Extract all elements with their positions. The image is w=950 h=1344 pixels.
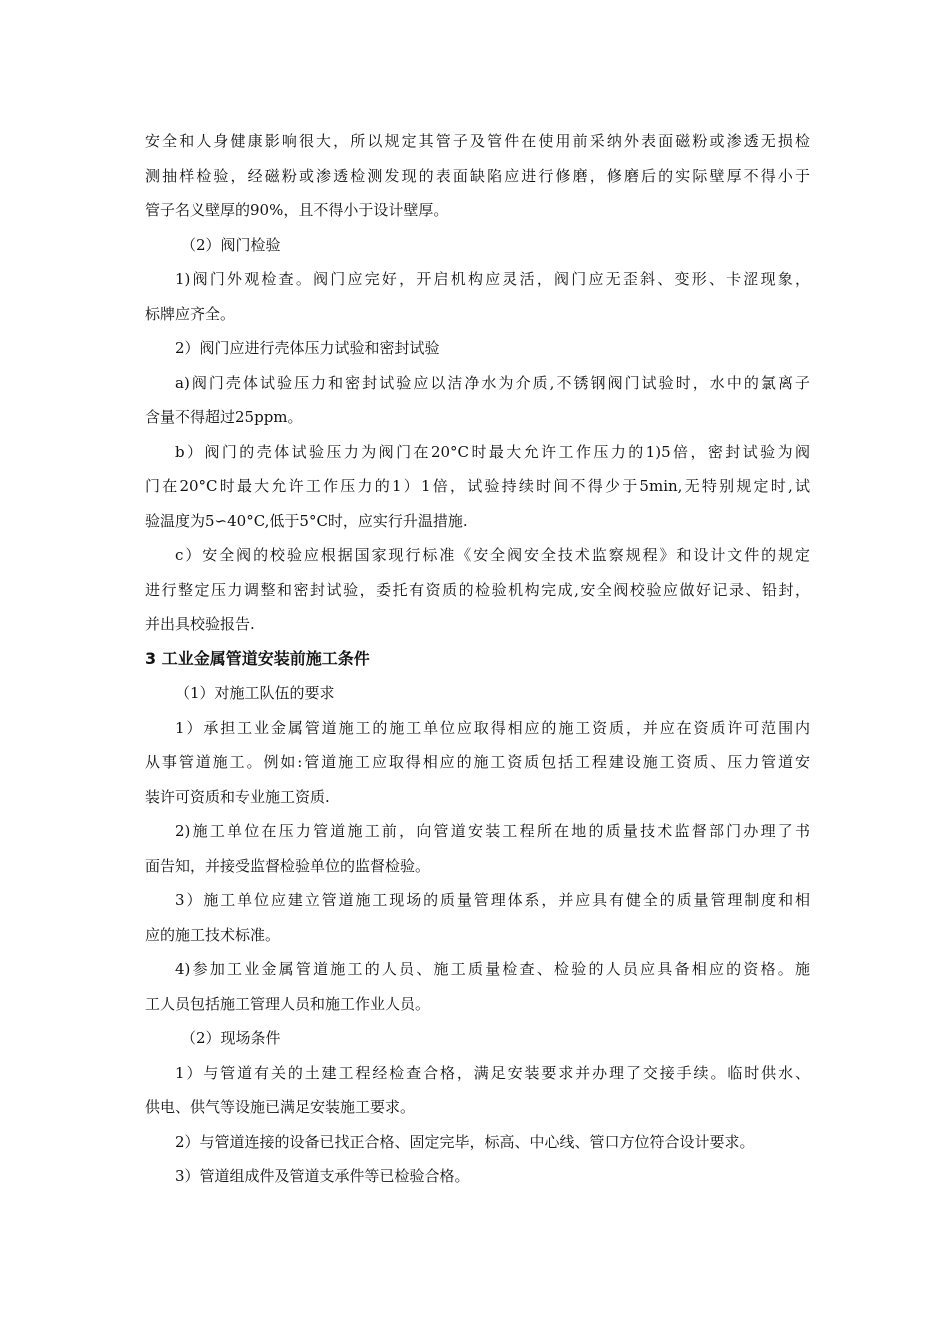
paragraph-line: 2）与管道连接的设备已找正合格、固定完毕，标高、中心线、管口方位符合设计要求。 <box>175 1132 755 1151</box>
paragraph-line: 标牌应齐全。 <box>145 304 236 323</box>
paragraph-line: 2)施工单位在压力管道施工前，向管道安装工程所在地的质量技术监督部门办理了书 <box>175 822 810 840</box>
paragraph-line: 3）施工单位应建立管道施工现场的质量管理体系，并应具有健全的质量管理制度和相 <box>175 891 810 909</box>
paragraph-line: 进行整定压力调整和密封试验，委托有资质的检验机构完成,安全阀校验应做好记录、铅封， <box>145 580 810 599</box>
paragraph-line: b）阀门的壳体试验压力为阀门在20°C时最大允许工作压力的1)5倍，密封试验为阀 <box>175 442 810 461</box>
document-body <box>145 124 810 1194</box>
subsection-heading: （2）现场条件 <box>181 1029 281 1047</box>
paragraph-line: 1）与管道有关的土建工程经检查合格，满足安装要求并办理了交接手续。临时供水、 <box>175 1063 810 1082</box>
subsection-heading: （2）阀门检验 <box>181 235 281 254</box>
paragraph-line: 应的施工技术标准。 <box>145 925 281 944</box>
paragraph-line: 并出具校验报告. <box>145 615 255 633</box>
paragraph-line: c）安全阀的校验应根据国家现行标准《安全阀安全技术监察规程》和设计文件的规定 <box>175 546 810 564</box>
paragraph-line: 工人员包括施工管理人员和施工作业人员。 <box>145 994 431 1013</box>
paragraph-line: 供电、供气等设施已满足安装施工要求。 <box>145 1098 416 1116</box>
paragraph-line: a)阀门壳体试验压力和密封试验应以洁净水为介质,不锈钢阀门试验时，水中的氯离子 <box>175 373 810 392</box>
paragraph-line: 4)参加工业金属管道施工的人员、施工质量检查、检验的人员应具备相应的资格。施 <box>175 960 810 978</box>
list-item-heading: 2）阀门应进行壳体压力试验和密封试验 <box>175 339 440 357</box>
paragraph-line: 安全和人身健康影响很大，所以规定其管子及管件在使用前采纳外表面磁粉或渗透无损检 <box>145 132 810 150</box>
subsection-heading: （1）对施工队伍的要求 <box>175 684 335 702</box>
paragraph-line: 装许可资质和专业施工资质. <box>145 787 330 806</box>
paragraph-line: 从事管道施工。例如:管道施工应取得相应的施工资质包括工程建设施工资质、压力管道安 <box>145 753 810 771</box>
section-heading: 3 工业金属管道安装前施工条件 <box>145 648 370 668</box>
paragraph-line: 验温度为5∽40°C,低于5°C时，应实行升温措施. <box>145 511 468 530</box>
paragraph-line: 面告知，并接受监督检验单位的监督检验。 <box>145 856 431 875</box>
paragraph-line: 1)阀门外观检查。阀门应完好，开启机构应灵活，阀门应无歪斜、变形、卡涩现象， <box>175 270 810 288</box>
paragraph-line: 含量不得超过25ppm。 <box>145 408 303 426</box>
paragraph-line: 1）承担工业金属管道施工的施工单位应取得相应的施工资质，并应在资质许可范围内 <box>175 718 810 737</box>
paragraph-line: 门在20°C时最大允许工作压力的1）1倍，试验持续时间不得少于5min,无特别规定时,试 <box>145 477 810 495</box>
paragraph-line: 3）管道组成件及管道支承件等已检验合格。 <box>175 1167 470 1185</box>
paragraph-line: 测抽样检验，经磁粉或渗透检测发现的表面缺陷应进行修磨，修磨后的实际壁厚不得小于 <box>145 166 810 185</box>
paragraph-line: 管子名义壁厚的90%，且不得小于设计壁厚。 <box>145 201 449 219</box>
